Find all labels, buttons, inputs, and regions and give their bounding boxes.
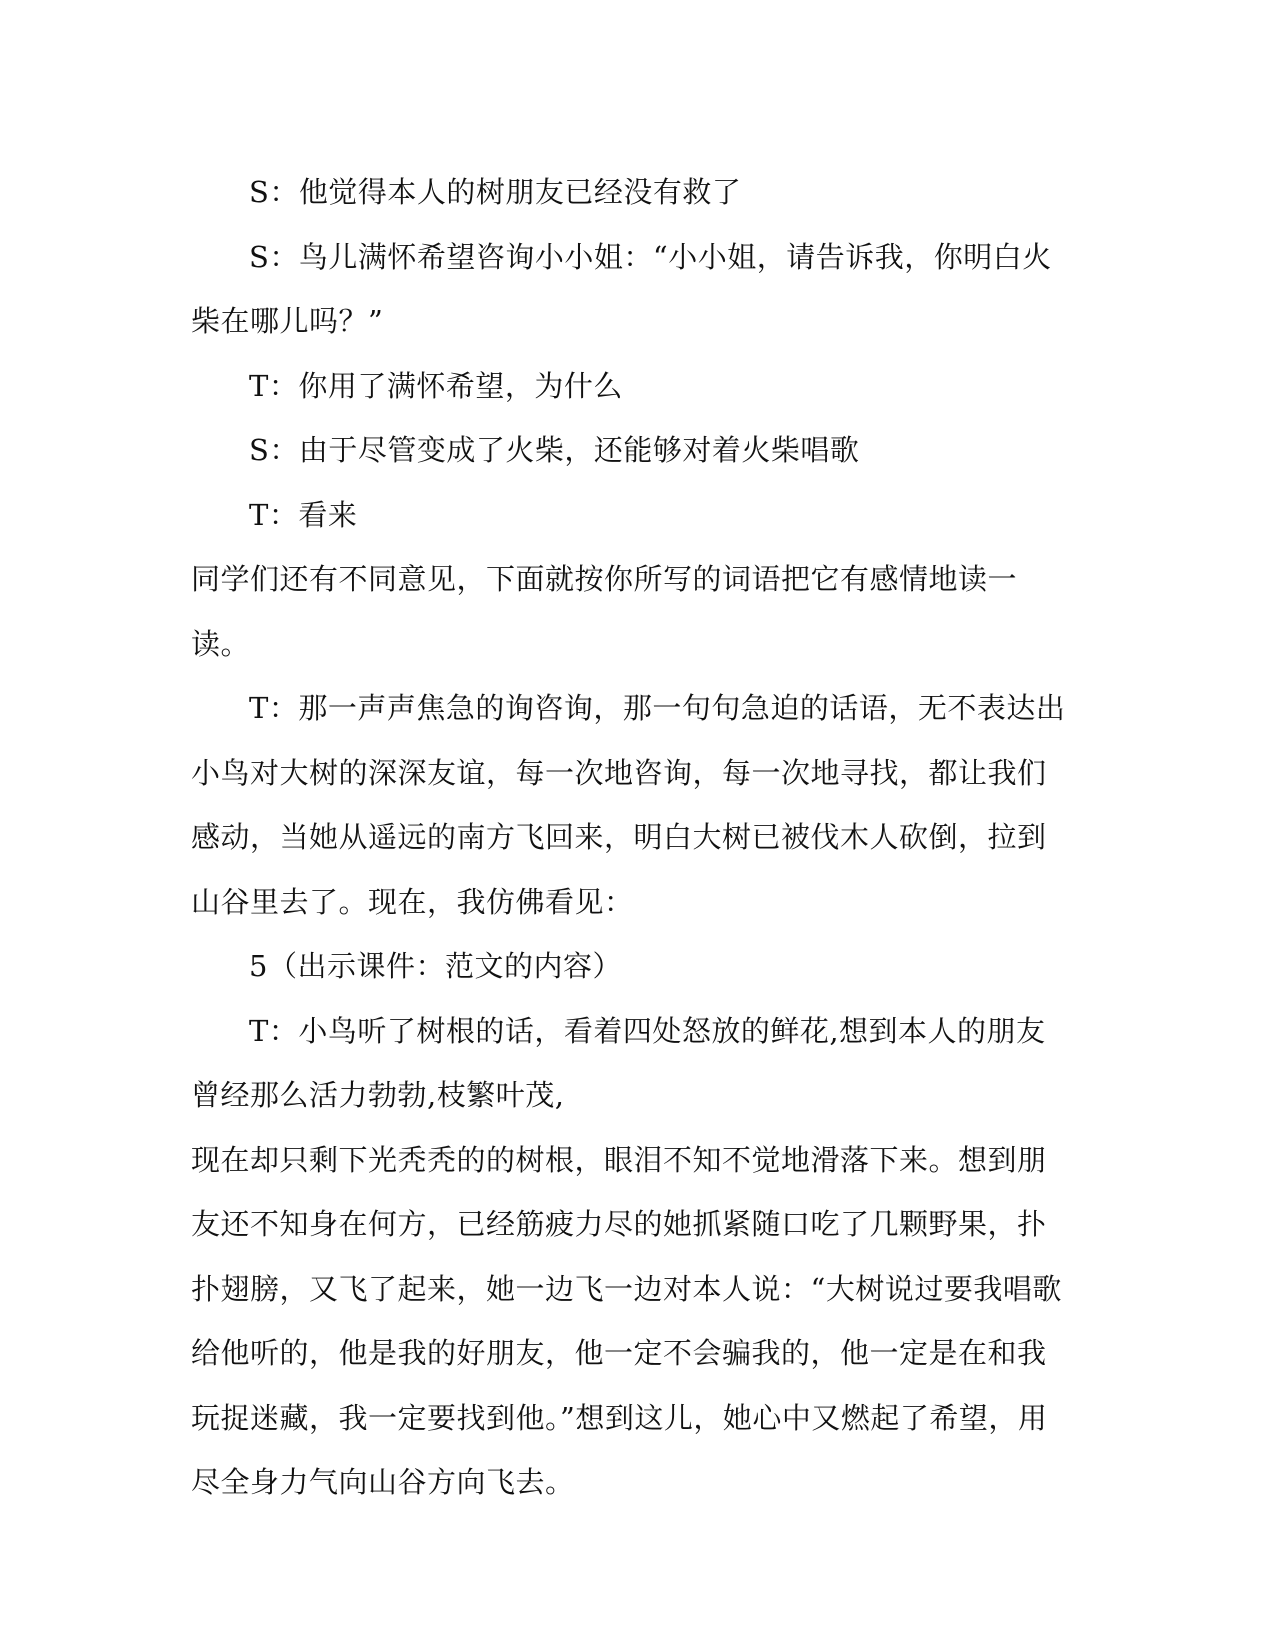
paragraph-5: T：看来 (249, 497, 358, 532)
paragraph-8: 5（出示课件：范文的内容） (249, 949, 622, 983)
document-body (191, 160, 1071, 1515)
paragraph-1: S：他觉得本人的树朋友已经没有救了 (249, 175, 742, 209)
paragraph-7: T：那一声声焦急的询咨询，那一句句急迫的话语，无不表达出小鸟对大树的深深友谊，每一次地咨询，每一次地寻找，都让我们感动，当她从遥远的南方飞回来，明白大树已被伐木人砍倒，拉到山谷里去了。现在，我仿佛看见： (191, 691, 1066, 919)
paragraph-2: S：鸟儿满怀希望咨询小小姐：“小小姐，请告诉我，你明白火柴在哪儿吗？” (191, 239, 1052, 338)
paragraph-3: T：你用了满怀希望，为什么 (249, 368, 623, 403)
paragraph-4: S：由于尽管变成了火柴，还能够对着火柴唱歌 (249, 433, 860, 467)
paragraph-10: 现在却只剩下光秃秃的的树根，眼泪不知不觉地滑落下来。想到朋友还不知身在何方，已经筋疲力尽的她抓紧随口吃了几颗野果，扑扑翅膀，又飞了起来，她一边飞一边对本人说：“大树说过要我唱歌给他听的，他是我的好朋友，他一定不会骗我的，他一定是在和我玩捉迷藏，我一定要找到他。”想到这儿，她心中又燃起了希望，用尽全身力气向山谷方向飞去。 (191, 1142, 1062, 1499)
paragraph-6: 同学们还有不同意见，下面就按你所写的词语把它有感情地读一读。 (191, 562, 1018, 661)
paragraph-9: T：小鸟听了树根的话，看着四处怒放的鲜花,想到本人的朋友曾经那么活力勃勃,枝繁叶茂, (191, 1013, 1046, 1112)
